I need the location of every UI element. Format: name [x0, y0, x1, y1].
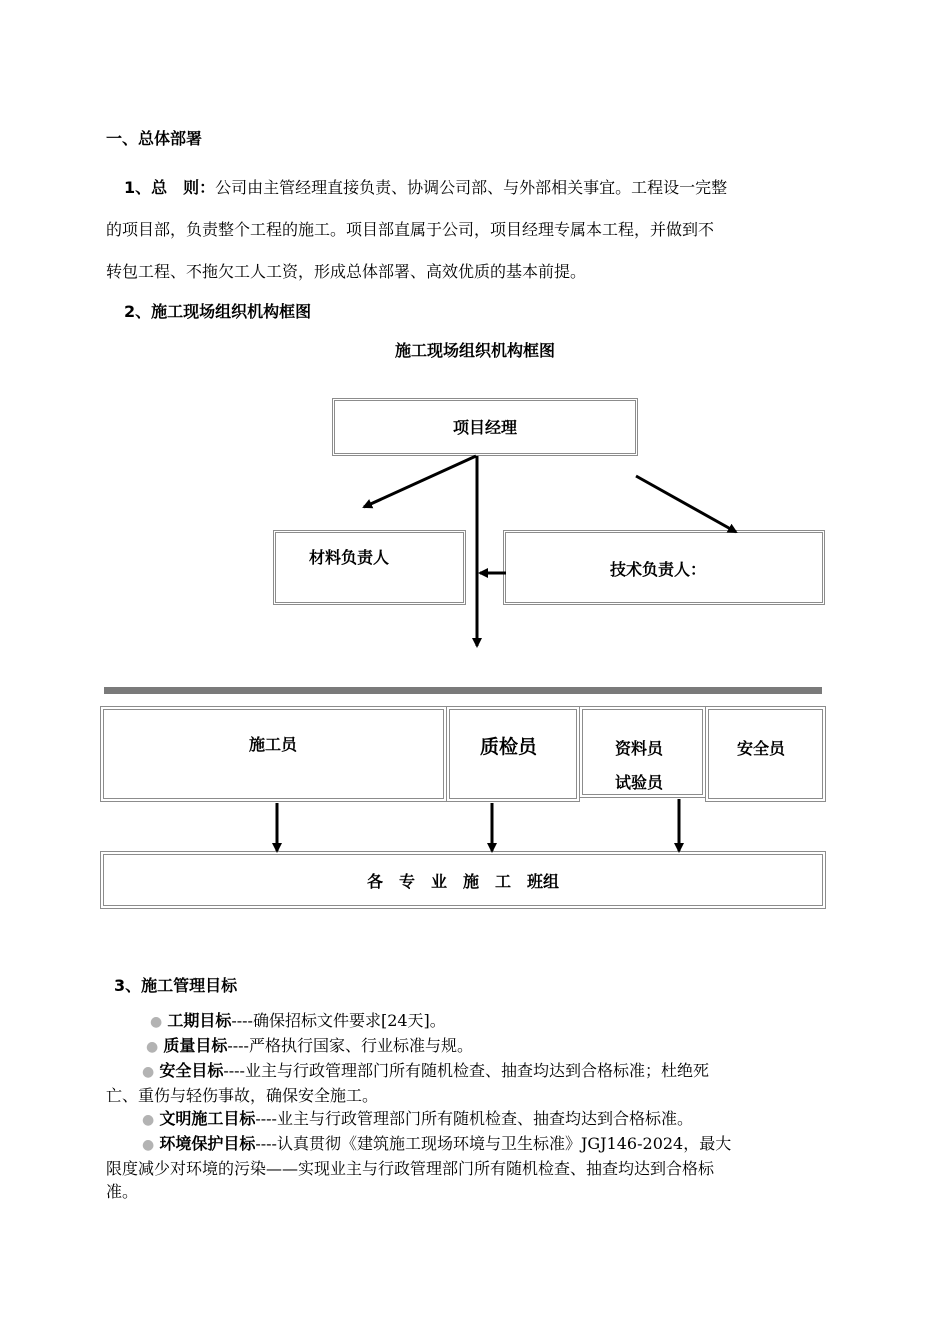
docs-label: 资料员 [615, 739, 664, 758]
bullet-icon: ● [142, 1064, 155, 1080]
technical-label: 技术负责人： [610, 560, 707, 579]
quality-label: 质检员 [480, 736, 538, 758]
goals-list [106, 1009, 856, 1203]
safety-label: 安全员 [737, 739, 786, 758]
section1-heading: 一、总体部署 [106, 129, 203, 148]
bullet-icon: ● [146, 1039, 159, 1055]
section2-heading: 2、施工现场组织机构框图 [124, 302, 312, 321]
goal-item-continuation: 限度减少对环境的污染——实现业主与行政管理部门所有随机检查、抽查均达到合格标 [106, 1159, 715, 1178]
section3-heading: 3、施工管理目标 [114, 976, 238, 995]
arrow-to-technical [636, 476, 736, 532]
goal-item-continuation: 亡、重伤与轻伤事故，确保安全施工。 [106, 1086, 379, 1105]
general-label: 1、总 则： [124, 178, 216, 197]
goal-item-continuation: 准。 [106, 1182, 139, 1201]
materials-label: 材料负责人 [309, 548, 390, 567]
goal-item: ● 文明施工目标----业主与行政管理部门所有随机检查、抽查均达到合格标准。 [142, 1109, 693, 1128]
org-chart-title: 施工现场组织机构框图 [394, 341, 555, 360]
arrow-to-materials [364, 456, 476, 507]
general-text-line2: 的项目部，负责整个工程的施工。项目部直属于公司，项目经理专属本工程，并做到不 [106, 220, 715, 239]
goal-item: ● 环境保护目标----认真贯彻《建筑施工现场环境与卫生标准》JGJ146-2024，最大 [142, 1134, 732, 1153]
project-manager-label: 项目经理 [452, 418, 517, 437]
bullet-icon: ● [150, 1014, 163, 1030]
goal-item: ● 安全目标----业主与行政管理部门所有随机检查、抽查均达到合格标准；杜绝死 [142, 1061, 709, 1080]
constructor-label: 施工员 [249, 735, 298, 754]
teams-label: 各 专 业 施 工 班组 [366, 872, 559, 891]
general-text-line3: 转包工程、不拖欠工人工资，形成总体部署、高效优质的基本前提。 [106, 262, 587, 281]
goal-item: ● 质量目标----严格执行国家、行业标准与规。 [146, 1036, 473, 1055]
tester-label: 试验员 [615, 773, 664, 792]
bullet-icon: ● [142, 1112, 155, 1128]
general-text-line1: 公司由主管经理直接负责、协调公司部、与外部相关事宜。工程设一完整 [215, 178, 728, 197]
bullet-icon: ● [142, 1137, 155, 1153]
goal-item: ● 工期目标----确保招标文件要求[24天]。 [150, 1011, 446, 1030]
